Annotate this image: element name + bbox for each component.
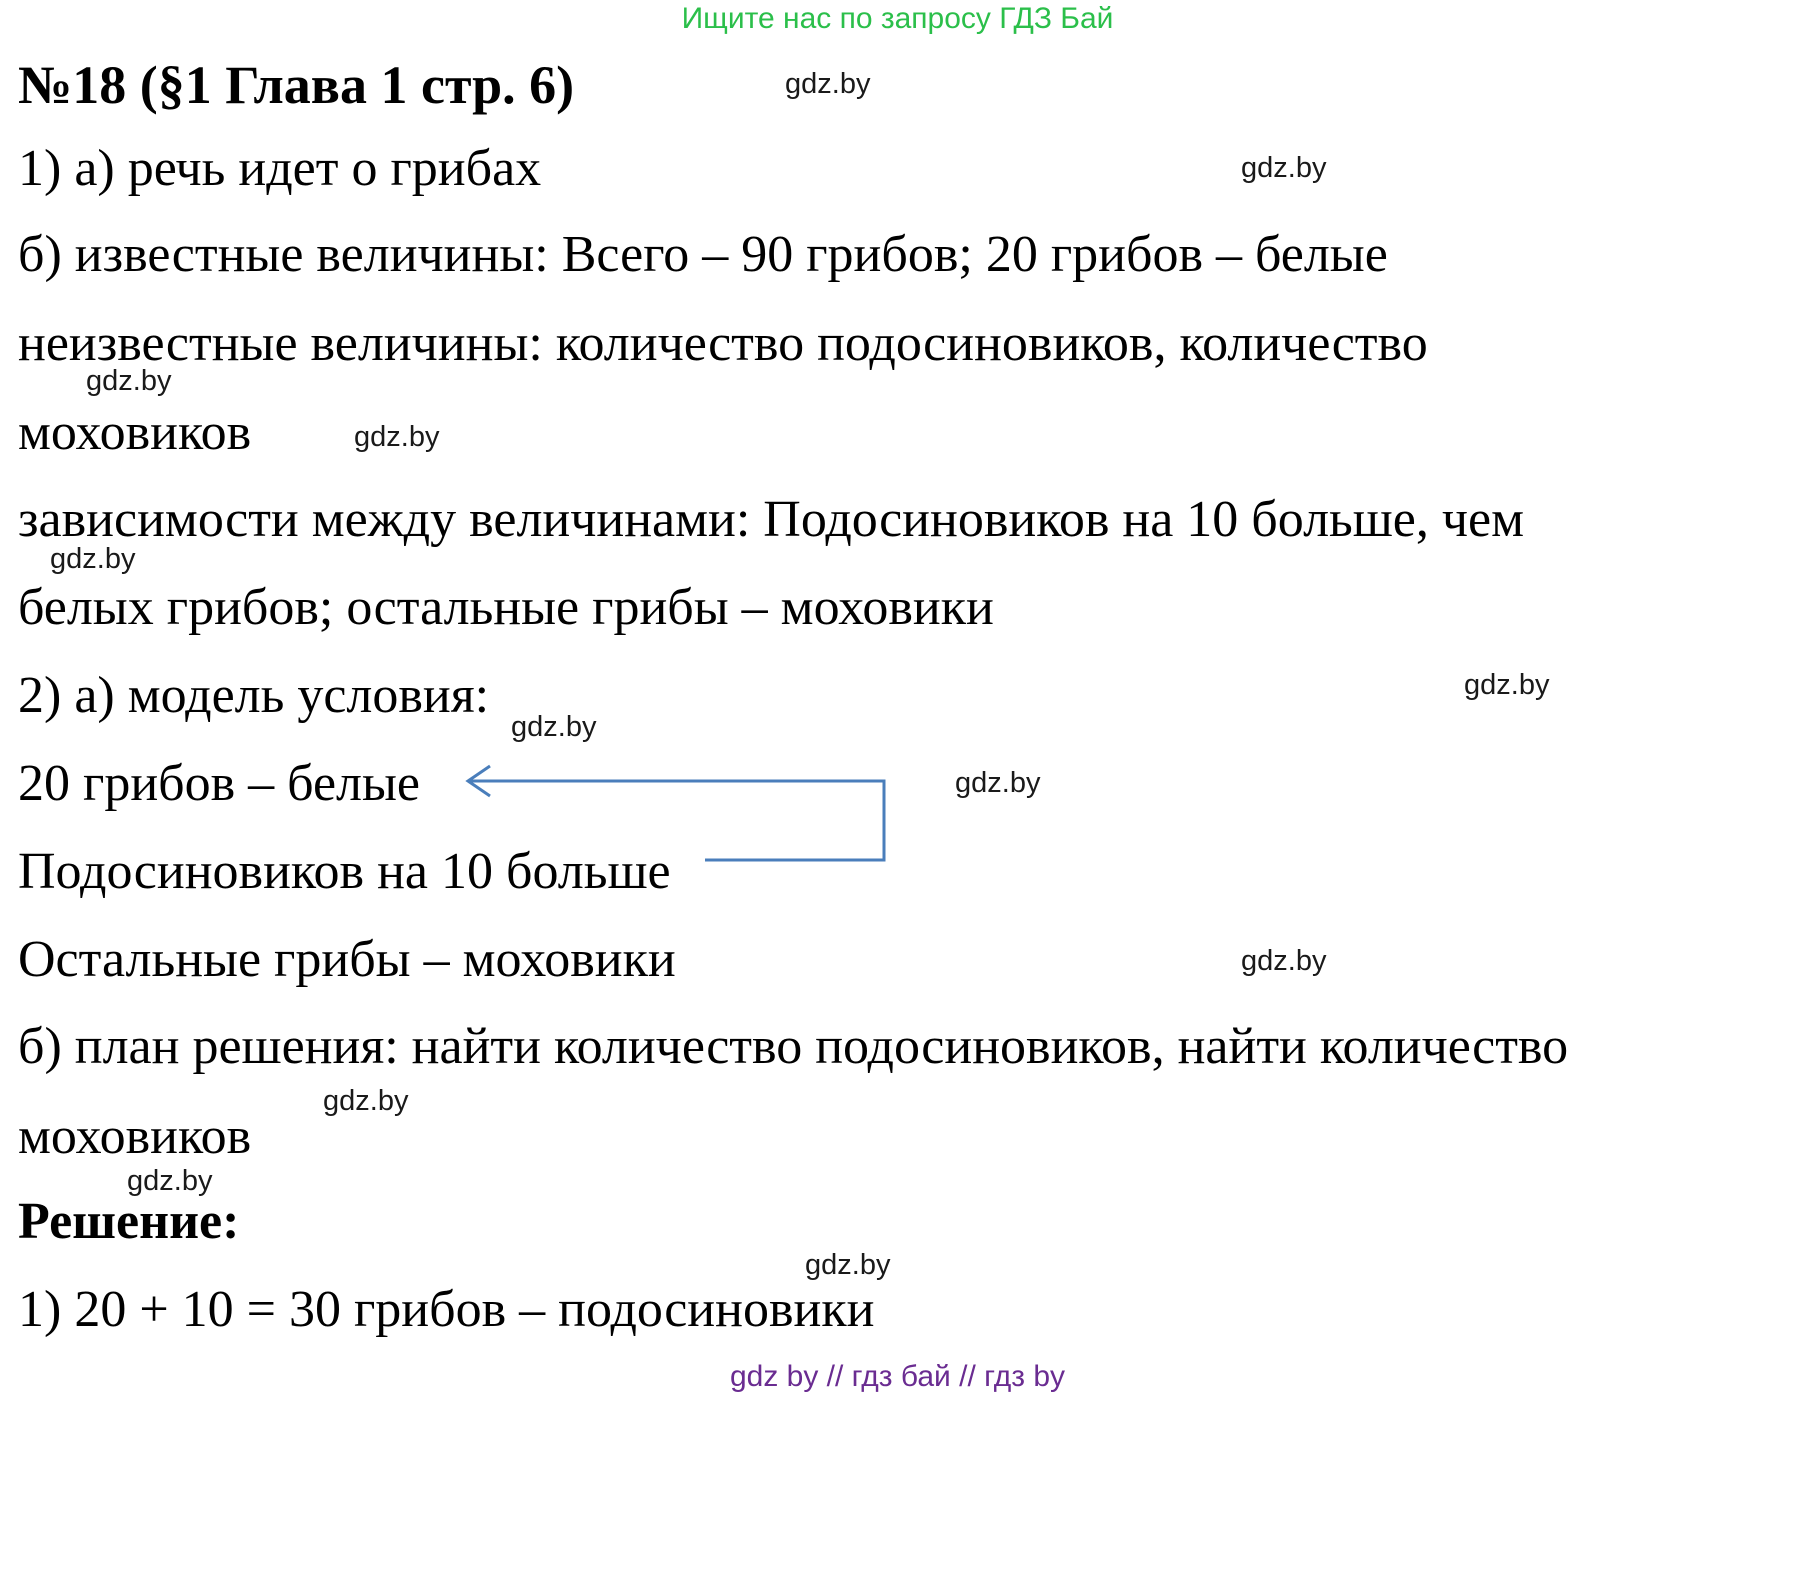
model-arrow-head: [468, 766, 490, 796]
watermark: gdz.by: [86, 365, 172, 397]
watermark: gdz.by: [805, 1249, 891, 1281]
watermark: gdz.by: [1241, 152, 1327, 184]
watermark: gdz.by: [127, 1165, 213, 1197]
watermark: gdz.by: [511, 711, 597, 743]
watermark: gdz.by: [50, 543, 136, 575]
watermark: gdz.by: [1241, 945, 1327, 977]
text-line-11: б) план решения: найти количество подосиновиков, найти количество: [18, 1018, 1569, 1075]
watermark: gdz.by: [955, 767, 1041, 799]
top-banner[interactable]: Ищите нас по запросу ГДЗ Бай: [681, 2, 1114, 35]
solution-heading: Решение:: [18, 1193, 240, 1250]
bottom-banner[interactable]: gdz by // гдз бай // гдз by: [729, 1360, 1066, 1393]
watermark: gdz.by: [354, 421, 440, 453]
text-line-6: белых грибов; остальные грибы – моховики: [18, 579, 994, 636]
watermark: gdz.by: [323, 1085, 409, 1117]
solution-line-1: 1) 20 + 10 = 30 грибов – подосиновики: [18, 1281, 875, 1338]
text-line-5: зависимости между величинами: Подосиновиков на 10 больше, чем: [18, 491, 1524, 548]
text-line-3: неизвестные величины: количество подосиновиков, количество: [18, 315, 1428, 372]
watermark: gdz.by: [785, 68, 871, 100]
model-line-white: 20 грибов – белые: [18, 755, 420, 812]
text-line-7: 2) а) модель условия:: [18, 667, 490, 724]
model-line-others: Остальные грибы – моховики: [18, 931, 676, 988]
text-line-1: 1) а) речь идет о грибах: [18, 140, 542, 197]
text-line-12: моховиков: [18, 1108, 252, 1165]
page-title: №18 (§1 Глава 1 стр. 6): [18, 55, 575, 115]
text-line-4: моховиков: [18, 404, 252, 461]
text-line-2: б) известные величины: Всего – 90 грибов; 20 грибов – белые: [18, 226, 1388, 283]
model-line-aspen: Подосиновиков на 10 больше: [18, 843, 671, 900]
watermark: gdz.by: [1464, 669, 1550, 701]
